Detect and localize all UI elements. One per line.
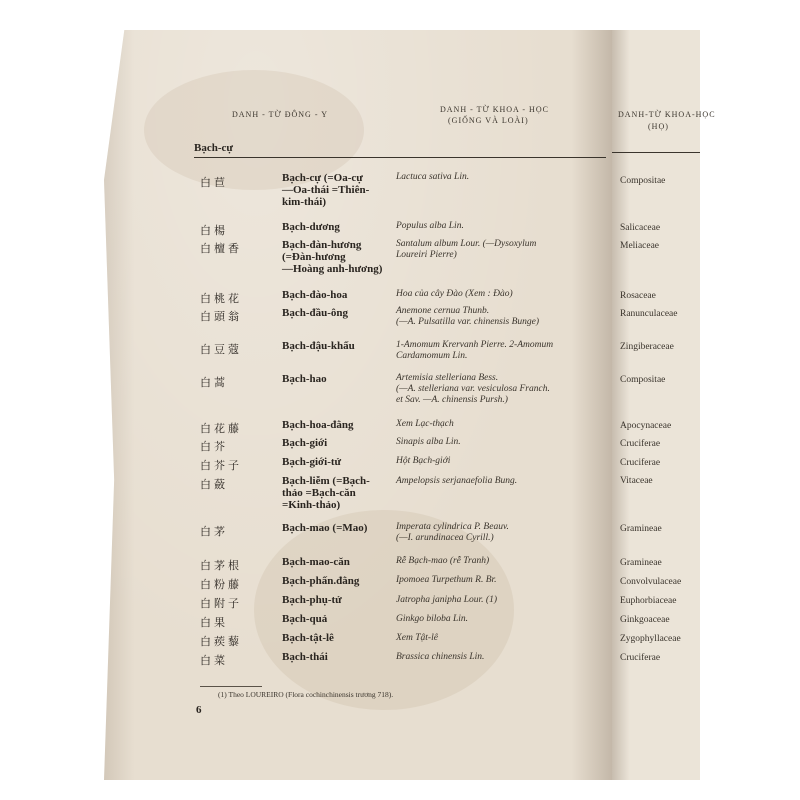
scientific-name: Xem Tật-lê: [396, 633, 438, 643]
family-name: Zygophyllaceae: [620, 634, 681, 644]
han-name: 白茅: [200, 525, 228, 538]
han-name: 白菜: [200, 654, 228, 667]
vn-name: Bạch-thái: [282, 651, 328, 663]
vn-name: Bạch-hao: [282, 373, 327, 385]
scientific-name: 1-Amomum Krervanh Pierre. 2-Amomum Cardamomum Lin.: [396, 340, 554, 361]
vn-name: Bạch-hoa-đằng: [282, 419, 354, 431]
family-name: Zingiberaceae: [620, 342, 674, 352]
vn-name: Bạch-quả: [282, 613, 328, 625]
scientific-name: Artemisia stelleriana Bess. (—A. stelleriana var. vesiculosa Franch. et Sav. —A. chinensis Pursh.): [396, 373, 550, 405]
scientific-name: Anemone cernua Thunb. (—A. Pulsatilla var. chinensis Bunge): [396, 306, 540, 327]
han-name: 白粉藤: [200, 578, 242, 591]
vn-name: Bạch-đào-hoa: [282, 289, 348, 301]
family-name: Salicaceae: [620, 223, 661, 233]
vn-name: Bạch-đàn-hương (=Đàn-hương —Hoàng anh-hương): [282, 239, 383, 275]
header-col3-line2: (HỌ): [648, 122, 669, 131]
family-name: Apocynaceae: [620, 421, 672, 431]
han-name: 白楊: [200, 224, 228, 237]
header-rule-right: [612, 152, 700, 153]
header-col1: DANH - TỪ ĐÔNG - Y: [232, 110, 328, 119]
scientific-name: Hột Bạch-giới: [396, 456, 451, 466]
vn-name: Bạch-đầu-ông: [282, 307, 349, 319]
scientific-name: Xem Lạc-thạch: [396, 419, 454, 429]
footnote-rule: [200, 686, 262, 687]
vn-name: Bạch-mao-căn: [282, 556, 350, 568]
han-name: 白芥子: [200, 459, 242, 472]
han-name: 白蘞: [200, 478, 228, 491]
family-name: Convolvulaceae: [620, 577, 682, 587]
family-name: Cruciferae: [620, 439, 661, 449]
vn-name: Bạch-đậu-khấu: [282, 340, 355, 352]
footnote: (1) Theo LOUREIRO (Flora cochinchinensis trương 718).: [218, 690, 394, 699]
family-name: Gramineae: [620, 524, 662, 534]
family-name: Rosaceae: [620, 291, 656, 301]
vn-name: Bạch-phụ-tử: [282, 594, 342, 606]
header-col2-line2: (GIỐNG VÀ LOÀI): [448, 116, 529, 125]
han-name: 白桃花: [200, 292, 242, 305]
scientific-name: Hoa của cây Đào (Xem : Đào): [396, 289, 513, 299]
vn-name: Bạch-phấn.đằng: [282, 575, 360, 587]
han-name: 白蒺藜: [200, 635, 242, 648]
han-name: 白豆蔻: [200, 343, 242, 356]
scientific-name: Imperata cylindrica P. Beauv. (—I. arundinacea Cyrill.): [396, 522, 509, 543]
header-rule: [194, 157, 606, 158]
han-name: 白苣: [200, 176, 228, 189]
scientific-name: Ginkgo biloba Lin.: [396, 614, 469, 624]
family-name: Compositae: [620, 176, 666, 186]
han-name: 白蒿: [200, 376, 228, 389]
vn-name: Bạch-tật-lê: [282, 632, 334, 644]
page-number: 6: [196, 704, 202, 716]
scientific-name: Santalum album Lour. (—Dysoxylum Loureiri Pierre): [396, 239, 537, 260]
family-name: Gramineae: [620, 558, 662, 568]
header-col3-line1: DANH-TỪ KHOA-HỌC: [618, 110, 716, 119]
family-name: Meliaceae: [620, 241, 660, 251]
section-title: Bạch-cự: [194, 142, 233, 154]
vn-name: Bạch-liễm (=Bạch- thảo =Bạch-căn =Kinh-thảo): [282, 475, 370, 511]
header-col2-line1: DANH - TỪ KHOA - HỌC: [440, 105, 549, 114]
vn-name: Bạch-cự (=Oa-cự —Oa-thái =Thiên- kim-thái): [282, 172, 370, 208]
family-name: Ginkgoaceae: [620, 615, 670, 625]
family-name: Cruciferae: [620, 458, 661, 468]
family-name: Euphorbiaceae: [620, 596, 677, 606]
family-name: Cruciferae: [620, 653, 661, 663]
family-name: Vitaceae: [620, 476, 653, 486]
han-name: 白花藤: [200, 422, 242, 435]
han-name: 白檀香: [200, 242, 242, 255]
han-name: 白茅根: [200, 559, 242, 572]
scientific-name: Brassica chinensis Lin.: [396, 652, 485, 662]
scientific-name: Sinapis alba Lin.: [396, 437, 461, 447]
vn-name: Bạch-giới: [282, 437, 328, 449]
scientific-name: Lactuca sativa Lin.: [396, 172, 470, 182]
han-name: 白芥: [200, 440, 228, 453]
family-name: Ranunculaceae: [620, 309, 678, 319]
han-name: 白果: [200, 616, 228, 629]
han-name: 白附子: [200, 597, 242, 610]
han-name: 白頭翁: [200, 310, 242, 323]
scientific-name: Ampelopsis serjanaefolia Bung.: [396, 476, 518, 486]
scientific-name: Rễ Bạch-mao (rễ Tranh): [396, 556, 490, 566]
scientific-name: Populus alba Lin.: [396, 221, 464, 231]
scientific-name: Jatropha janipha Lour. (1): [396, 595, 497, 605]
vn-name: Bạch-mao (=Mao): [282, 522, 368, 534]
family-name: Compositae: [620, 375, 666, 385]
vn-name: Bạch-giới-tử: [282, 456, 342, 468]
vn-name: Bạch-dương: [282, 221, 340, 233]
scientific-name: Ipomoea Turpethum R. Br.: [396, 575, 497, 585]
right-page: [612, 30, 700, 780]
